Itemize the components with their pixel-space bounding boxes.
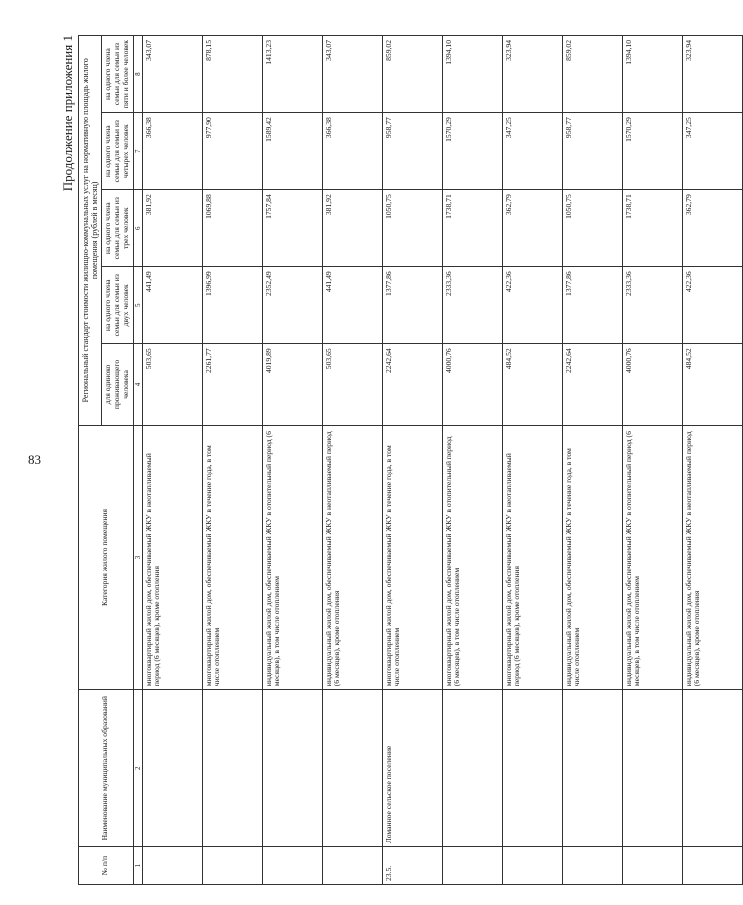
- row-number: [142, 847, 202, 885]
- dwelling-category: многоквартирный жилой дом, обеспечиваемый ЖКУ в неотапливаемый период (6 месяцев), кроме отопления: [142, 425, 202, 690]
- municipality-name: [142, 690, 202, 847]
- rate-value: 1394,10: [622, 36, 682, 113]
- rate-value: 1396,99: [202, 267, 262, 344]
- table-row: [262, 36, 322, 885]
- page-number: 83: [28, 452, 41, 467]
- column-number: 6: [133, 190, 142, 267]
- header-sub: на одного члена семьи для семьи из пяти и более человек: [102, 36, 133, 113]
- row-number: [442, 847, 502, 885]
- row-number: [682, 847, 742, 885]
- header-sub: на одного члена семьи для семьи из четырех человек: [102, 113, 133, 190]
- rate-value: 2242,64: [382, 344, 442, 425]
- column-number: 2: [133, 690, 142, 847]
- rate-value: 2261,77: [202, 344, 262, 425]
- table-row: [502, 36, 562, 885]
- rate-value: 503,65: [322, 344, 382, 425]
- rate-value: 422,36: [682, 267, 742, 344]
- continuation-title: Продолжение приложения 1: [60, 35, 75, 192]
- rate-value: 1738,71: [622, 190, 682, 267]
- rate-value: 958,77: [562, 113, 622, 190]
- dwelling-category: индивидуальный жилой дом, обеспечиваемый ЖКУ в неотапливаемый период (6 месяцев), кроме отопления: [322, 425, 382, 690]
- rate-value: 1570,29: [442, 113, 502, 190]
- row-number: 23.5.: [382, 847, 442, 885]
- dwelling-category: многоквартирный жилой дом, обеспечиваемый ЖКУ в отопительный период (6 месяцев), в том числе отоплением: [442, 425, 502, 690]
- rate-value: 323,94: [682, 36, 742, 113]
- rate-value: 484,52: [682, 344, 742, 425]
- column-number: 8: [133, 36, 142, 113]
- rate-value: 1069,88: [202, 190, 262, 267]
- header-category: Категория жилого помещения: [79, 425, 134, 690]
- table-row: [562, 36, 622, 885]
- municipality-name: [622, 690, 682, 847]
- rate-value: 343,07: [142, 36, 202, 113]
- column-number: 4: [133, 344, 142, 425]
- table-row: [682, 36, 742, 885]
- rate-value: 4019,89: [262, 344, 322, 425]
- rate-value: 441,49: [322, 267, 382, 344]
- rate-value: 1413,23: [262, 36, 322, 113]
- municipality-name: [562, 690, 622, 847]
- municipality-name: [262, 690, 322, 847]
- dwelling-category: индивидуальный жилой дом, обеспечиваемый ЖКУ в течение года, в том числе отоплением: [562, 425, 622, 690]
- municipality-name: [202, 690, 262, 847]
- table-row: [142, 36, 202, 885]
- rate-value: 4000,76: [622, 344, 682, 425]
- header-sub: на одного члена семьи для семьи из трех человек: [102, 190, 133, 267]
- rate-value: 1050,75: [562, 190, 622, 267]
- dwelling-category: многоквартирный жилой дом, обеспечиваемый ЖКУ в течение года, в том числе отоплением: [202, 425, 262, 690]
- table-row: [622, 36, 682, 885]
- row-number: [562, 847, 622, 885]
- header-name: Наименование муниципальных образований: [79, 690, 134, 847]
- rate-value: 347,25: [682, 113, 742, 190]
- municipality-name: Ломанное сельское поселение: [382, 690, 442, 847]
- rate-value: 484,52: [502, 344, 562, 425]
- rate-value: 366,38: [142, 113, 202, 190]
- rate-value: 878,15: [202, 36, 262, 113]
- rate-value: 1570,29: [622, 113, 682, 190]
- rate-value: 1394,10: [442, 36, 502, 113]
- rate-value: 441,49: [142, 267, 202, 344]
- rate-value: 1377,86: [382, 267, 442, 344]
- rate-value: 366,38: [322, 113, 382, 190]
- row-number: [622, 847, 682, 885]
- municipality-name: [682, 690, 742, 847]
- header-row-top: [79, 36, 102, 885]
- rotated-page-content: [60, 25, 702, 885]
- rate-value: 2333,36: [442, 267, 502, 344]
- rate-value: 422,36: [502, 267, 562, 344]
- rate-value: 1377,86: [562, 267, 622, 344]
- rate-value: 362,79: [682, 190, 742, 267]
- rate-value: 859,02: [382, 36, 442, 113]
- column-number: 5: [133, 267, 142, 344]
- rate-value: 977,90: [202, 113, 262, 190]
- rate-value: 4000,76: [442, 344, 502, 425]
- column-number: 3: [133, 425, 142, 690]
- dwelling-category: индивидуальный жилой дом, обеспечиваемый ЖКУ в отопительный период (6 месяцев), в том числе отоплением: [262, 425, 322, 690]
- header-group: Региональный стандарт стоимости жилищно-коммунальных услуг на нормативную площадь жилого помещения (рублей в месяц): [79, 36, 102, 426]
- dwelling-category: индивидуальный жилой дом, обеспечиваемый ЖКУ в неотапливаемый период (6 месяцев), кроме отопления: [682, 425, 742, 690]
- table-row: [202, 36, 262, 885]
- table-row: [382, 36, 442, 885]
- rate-value: 1757,84: [262, 190, 322, 267]
- rate-value: 2333,36: [622, 267, 682, 344]
- row-number: [502, 847, 562, 885]
- rate-value: 347,25: [502, 113, 562, 190]
- rate-value: 1050,75: [382, 190, 442, 267]
- rate-value: 381,92: [142, 190, 202, 267]
- rate-value: 381,92: [322, 190, 382, 267]
- row-number: [262, 847, 322, 885]
- rate-value: 1738,71: [442, 190, 502, 267]
- table-row: [322, 36, 382, 885]
- rate-value: 362,79: [502, 190, 562, 267]
- rate-value: 1589,42: [262, 113, 322, 190]
- municipality-name: [502, 690, 562, 847]
- dwelling-category: многоквартирный жилой дом, обеспечиваемый ЖКУ в течение года, в том числе отоплением: [382, 425, 442, 690]
- table-row: [442, 36, 502, 885]
- rate-value: 859,02: [562, 36, 622, 113]
- municipality-name: [442, 690, 502, 847]
- rate-value: 323,94: [502, 36, 562, 113]
- rate-value: 958,77: [382, 113, 442, 190]
- column-number: 1: [133, 847, 142, 885]
- header-sub: на одного члена семьи для семьи из двух человек: [102, 267, 133, 344]
- row-number: [202, 847, 262, 885]
- rate-value: 2242,64: [562, 344, 622, 425]
- header-no: № п/п: [79, 847, 134, 885]
- rate-value: 503,65: [142, 344, 202, 425]
- dwelling-category: индивидуальный жилой дом, обеспечиваемый ЖКУ в отопительный период (6 месяцев), в том числе отоплением: [622, 425, 682, 690]
- municipality-name: [322, 690, 382, 847]
- rate-value: 343,07: [322, 36, 382, 113]
- column-numbers-row: [133, 36, 142, 885]
- header-sub: для одиноко проживающего человека: [102, 344, 133, 425]
- rate-value: 2352,49: [262, 267, 322, 344]
- tariff-table: [78, 35, 743, 885]
- column-number: 7: [133, 113, 142, 190]
- row-number: [322, 847, 382, 885]
- dwelling-category: многоквартирный жилой дом, обеспечиваемый ЖКУ в неотапливаемый период (6 месяцев), кроме отопления: [502, 425, 562, 690]
